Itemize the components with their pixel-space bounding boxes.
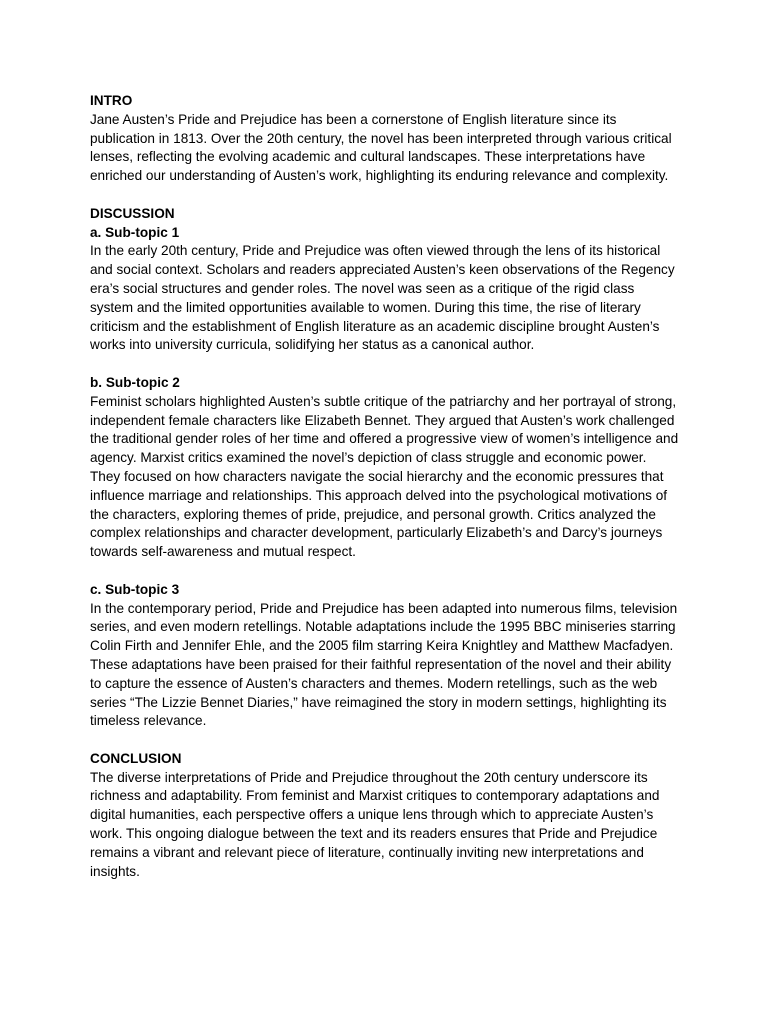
- conclusion-heading: CONCLUSION: [90, 750, 182, 766]
- intro-paragraph: Jane Austen’s Pride and Prejudice has been a cornerstone of English literature since its publication in 1813. Over the 20th century, the novel has been interpreted through various critical lenses, reflecting the evolving academic and cultural landscapes. These interpretations have enriched our understanding of Austen’s work, highlighting its enduring relevance and complexity.: [90, 111, 672, 184]
- subtopic-1-section: [90, 205, 678, 355]
- subtopic-3-title: c. Sub-topic 3: [90, 581, 180, 597]
- subtopic-3-section: [90, 581, 678, 731]
- conclusion-paragraph: The diverse interpretations of Pride and Prejudice throughout the 20th century underscore its richness and adaptability. From feminist and Marxist critiques to contemporary adaptations and digital humanities, each perspective offers a unique lens through which to appreciate Austen’s work. This ongoing dialogue between the text and its readers ensures that Pride and Prejudice remains a vibrant and relevant piece of literature, continually inviting new interpretations and insights.: [90, 769, 660, 879]
- subtopic-3-paragraph: In the contemporary period, Pride and Prejudice has been adapted into numerous films, television series, and even modern retellings. Notable adaptations include the 1995 BBC miniseries starring Colin Firth and Jennifer Ehle, and the 2005 film starring Keira Knightley and Matthew Macfadyen. These adaptations have been praised for their faithful representation of the novel and their ability to capture the essence of Austen’s characters and themes. Modern retellings, such as the web series “The Lizzie Bennet Diaries,” have reimagined the story in modern settings, highlighting its timeless relevance.: [90, 600, 678, 729]
- discussion-heading: DISCUSSION: [90, 205, 175, 221]
- intro-section: [90, 92, 678, 186]
- subtopic-1-paragraph: In the early 20th century, Pride and Prejudice was often viewed through the lens of its historical and social context. Scholars and readers appreciated Austen’s keen observations of the Regency era’s social structures and gender roles. The novel was seen as a critique of the rigid class system and the limited opportunities available to women. During this time, the rise of literary criticism and the establishment of English literature as an academic discipline brought Austen’s works into university curricula, solidifying her status as a canonical author.: [90, 243, 675, 353]
- subtopic-2-title: b. Sub-topic 2: [90, 374, 180, 390]
- subtopic-1-title: a. Sub-topic 1: [90, 224, 180, 240]
- conclusion-section: [90, 750, 678, 882]
- subtopic-2-paragraph: Feminist scholars highlighted Austen’s subtle critique of the patriarchy and her portrayal of strong, independent female characters like Elizabeth Bennet. They argued that Austen’s work challenged the traditional gender roles of her time and offered a progressive view of women’s intelligence and agency. Marxist critics examined the novel’s depiction of class struggle and economic power. They focused on how characters navigate the social hierarchy and the economic pressures that influence marriage and relationships. This approach delved into the psychological motivations of the characters, exploring themes of pride, prejudice, and personal growth. Critics analyzed the complex relationships and character development, particularly Elizabeth’s and Darcy’s journeys towards self-awareness and mutual respect.: [90, 393, 679, 560]
- subtopic-2-section: [90, 374, 678, 562]
- intro-heading: INTRO: [90, 93, 133, 108]
